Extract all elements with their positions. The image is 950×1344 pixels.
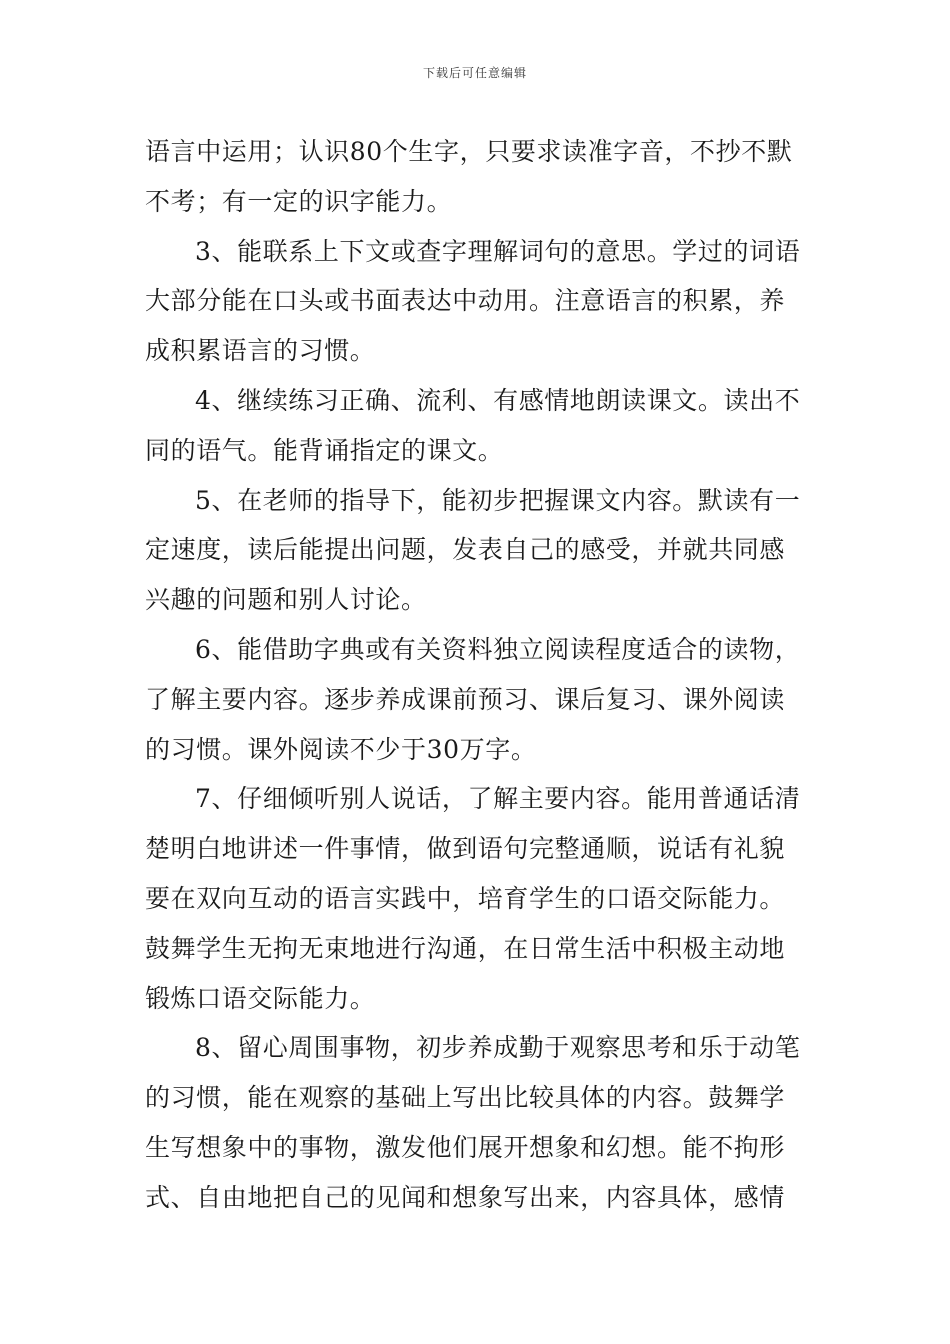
- text-line: 7、仔细倾听别人说话，了解主要内容。能用普通话清: [195, 784, 801, 814]
- page-header: 下载后可任意编辑: [422, 66, 527, 80]
- text-line: 4、继续练习正确、流利、有感情地朗读课文。读出不: [195, 385, 801, 415]
- text-line: 鼓舞学生无拘无束地进行沟通，在日常生活中积极主动地: [145, 933, 786, 963]
- text-line: 成积累语言的习惯。: [145, 336, 376, 366]
- text-line: 5、在老师的指导下，能初步把握课文内容。默读有一: [195, 485, 801, 515]
- text-line: 要在双向互动的语言实践中，培育学生的口语交际能力。: [145, 883, 786, 913]
- text-line: 楚明白地讲述一件事情，做到语句完整通顺，说话有礼貌: [145, 834, 786, 864]
- text-line: 同的语气。能背诵指定的课文。: [145, 435, 504, 465]
- text-line: 了解主要内容。逐步养成课前预习、课后复习、课外阅读: [145, 684, 786, 714]
- text-line: 8、留心周围事物，初步养成勤于观察思考和乐于动笔: [195, 1033, 801, 1063]
- body-text: [145, 127, 807, 1223]
- text-line: 语言中运用；认识80个生字，只要求读准字音，不抄不默: [145, 137, 793, 166]
- text-line: 兴趣的问题和别人讨论。: [145, 585, 427, 615]
- text-line: 大部分能在口头或书面表达中动用。注意语言的积累，养: [145, 286, 786, 316]
- text-line: 生写想象中的事物，激发他们展开想象和幻想。能不拘形: [145, 1132, 786, 1162]
- text-line: 不考；有一定的识字能力。: [145, 186, 453, 216]
- text-line: 3、能联系上下文或查字理解词句的意思。学过的词语: [195, 236, 801, 266]
- text-line: 式、自由地把自己的见闻和想象写出来，内容具体，感情: [145, 1182, 786, 1212]
- text-line: 的习惯，能在观察的基础上写出比较具体的内容。鼓舞学: [145, 1083, 786, 1113]
- text-line: 6、能借助字典或有关资料独立阅读程度适合的读物，: [195, 634, 801, 664]
- text-line: 锻炼口语交际能力。: [145, 983, 376, 1013]
- text-line: 定速度，读后能提出问题，发表自己的感受，并就共同感: [145, 535, 786, 565]
- text-line: 的习惯。课外阅读不少于30万字。: [145, 734, 537, 764]
